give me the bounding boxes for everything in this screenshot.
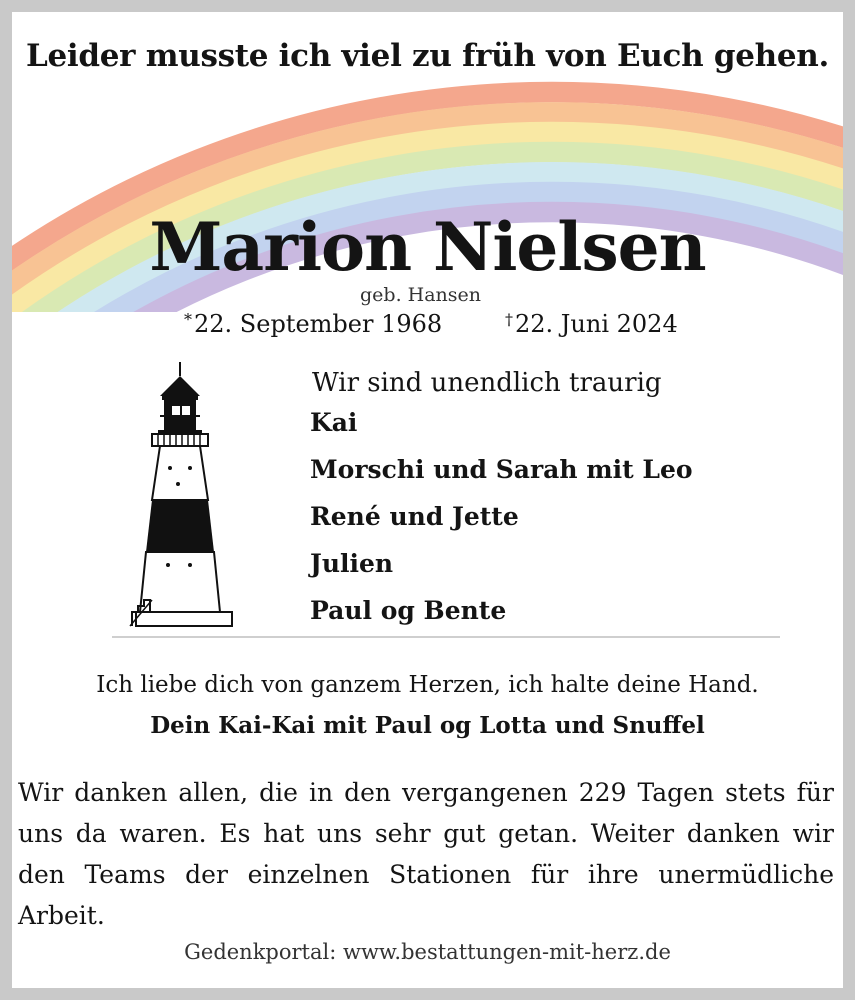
mourners-list	[310, 406, 693, 641]
deceased-name: Marion Nielsen	[149, 208, 706, 286]
mourner-name: Kai	[310, 408, 358, 437]
lighthouse-icon	[112, 360, 242, 630]
mourners-intro: Wir sind unendlich traurig	[312, 368, 662, 398]
birth-date-line	[184, 310, 442, 338]
death-date-line	[505, 310, 678, 338]
mourner-name: Morschi und Sarah mit Leo	[310, 455, 693, 484]
death-cross-icon: †	[505, 310, 513, 329]
heading: Leider musste ich viel zu früh von Euch gehen.	[25, 38, 830, 74]
memorial-portal-link[interactable]: Gedenkportal: www.bestattungen-mit-herz.de	[184, 940, 671, 964]
quote-signature: Dein Kai-Kai mit Paul og Lotta und Snuffel	[150, 712, 705, 739]
mourner-name: René und Jette	[310, 502, 519, 531]
obituary-card	[12, 12, 843, 988]
divider	[112, 636, 780, 638]
birth-star-icon: *	[184, 310, 192, 329]
birth-date: 22. September 1968	[194, 310, 443, 338]
thanks-paragraph: Wir danken allen, die in den vergangenen 229 Tagen stets für uns da waren. Es hat uns sehr gut getan. Weiter danken wir den Teams der einzelnen Stationen für ihre unermüdliche Arbeit.	[18, 778, 834, 930]
maiden-name: geb. Hansen	[360, 284, 482, 306]
love-quote: Ich liebe dich von ganzem Herzen, ich halte deine Hand.	[96, 672, 759, 698]
mourner-name: Paul og Bente	[310, 596, 507, 625]
death-date: 22. Juni 2024	[515, 310, 678, 338]
mourner-name: Julien	[310, 549, 394, 578]
